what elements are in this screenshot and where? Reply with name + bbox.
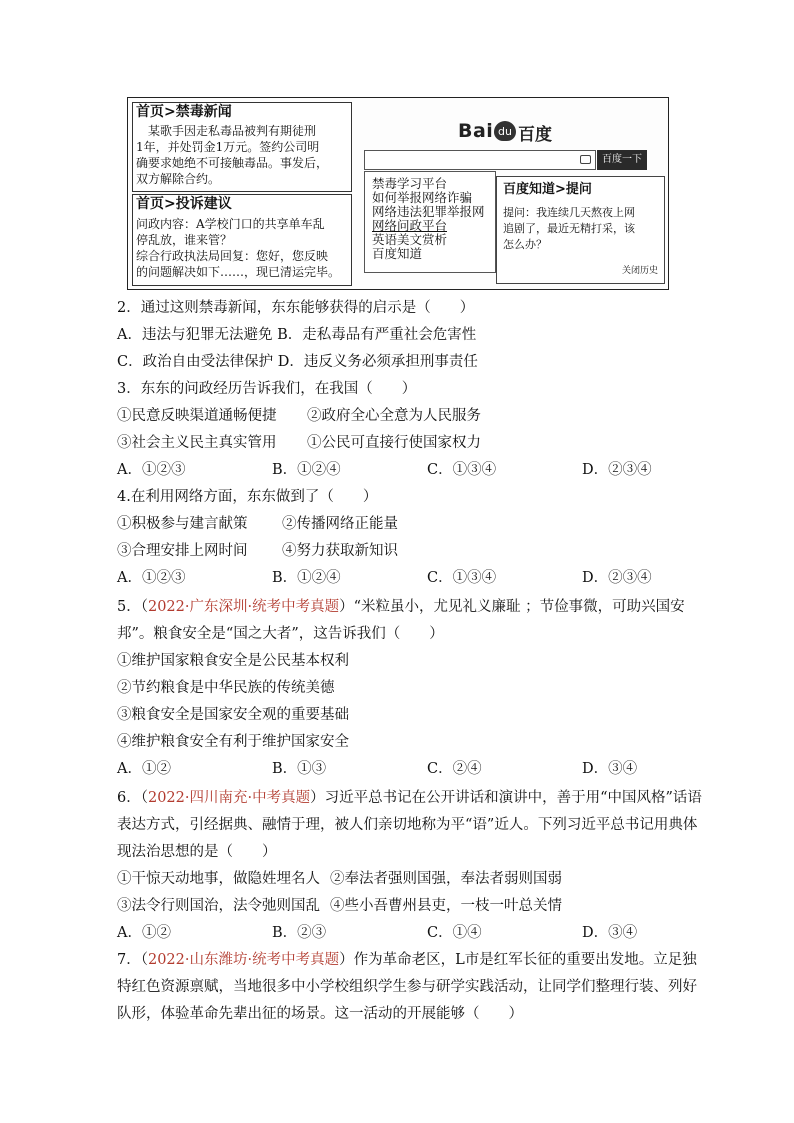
camera-icon[interactable] xyxy=(580,155,591,164)
question-6-item: ③法令行则国治，法令弛则国乱 xyxy=(117,898,320,914)
question-5-item: ②节约粮食是中华民族的传统美德 xyxy=(117,680,335,696)
question-6-choice-c[interactable]: C．①④ xyxy=(427,925,482,941)
question-7-stem xyxy=(117,950,697,970)
search-button[interactable]: 百度一下 xyxy=(597,150,647,170)
zhidao-header: 百度知道>提问 xyxy=(503,182,592,197)
stem-text: ）“米粒虽小，尤见礼义廉耻 ；节俭事微，可助兴国安 xyxy=(339,599,685,615)
news-line: 确要求她绝不可接触毒品。事发后， xyxy=(136,156,329,170)
question-5-stem xyxy=(117,597,685,617)
complaint-box-header: 首页>投诉建议 xyxy=(136,196,232,212)
suggestion-item[interactable]: 网络违法犯罪举报网 xyxy=(372,204,485,219)
question-4-choice-d[interactable]: D．②③④ xyxy=(582,570,652,586)
stem-text: ）习近平总书记在公开讲话和演讲中，善于用“中国风格”话语 xyxy=(310,790,702,806)
news-box-header: 首页>禁毒新闻 xyxy=(136,104,232,120)
question-5-choice-a[interactable]: A．①② xyxy=(117,761,171,777)
complaint-box xyxy=(132,194,352,286)
zhidao-panel xyxy=(496,176,665,284)
suggestion-item[interactable]: 如何举报网络诈骗 xyxy=(372,190,473,205)
question-3-item: ①公民可直接行使国家权力 xyxy=(307,435,481,451)
question-3-choice-c[interactable]: C．①③④ xyxy=(427,462,497,478)
news-line: 1年，并处罚金1万元。签约公司明 xyxy=(136,140,320,154)
question-7-stem-cont: 特红色资源禀赋，当地很多中小学校组织学生参与研学实践活动，让同学们整理行装、列好 xyxy=(117,979,697,995)
question-5-item: ①维护国家粮食安全是公民基本权利 xyxy=(117,653,349,669)
question-5-choice-c[interactable]: C．②④ xyxy=(427,761,482,777)
news-box xyxy=(132,102,352,192)
question-3-choice-b[interactable]: B．①②④ xyxy=(272,462,341,478)
stem-prefix: 6．（ xyxy=(117,790,148,806)
question-4-stem: 4.在利用网络方面，东东做到了（ ） xyxy=(117,489,378,505)
close-history-link[interactable]: 关闭历史 xyxy=(621,266,658,276)
stem-prefix: 7．（ xyxy=(117,952,148,968)
question-3-stem: 3．东东的问政经历告诉我们，在我国（ ） xyxy=(117,381,417,397)
search-input[interactable] xyxy=(364,150,596,170)
news-line: 双方解除合约。 xyxy=(136,172,221,186)
question-2-options: A．违法与犯罪无法避免 B．走私毒品有严重社会危害性 xyxy=(117,327,477,343)
question-6-choice-b[interactable]: B．②③ xyxy=(272,925,327,941)
question-5-item: ③粮食安全是国家安全观的重要基础 xyxy=(117,707,349,723)
question-5-choice-d[interactable]: D．③④ xyxy=(582,761,638,777)
question-4-item: ④努力获取新知识 xyxy=(282,543,398,559)
question-6-item: ④些小吾曹州县吏，一枝一叶总关情 xyxy=(330,898,562,914)
zhidao-line: 提问：我连续几天熬夜上网 xyxy=(503,206,635,219)
question-4-item: ②传播网络正能量 xyxy=(282,516,398,532)
suggestion-item[interactable]: 百度知道 xyxy=(372,246,423,261)
question-3-choice-d[interactable]: D．②③④ xyxy=(582,462,652,478)
stem-text: ）作为革命老区，L市是红军长征的重要出发地。立足独 xyxy=(339,952,697,968)
question-3-item: ②政府全心全意为人民服务 xyxy=(307,408,481,424)
question-2-options: C．政治自由受法律保护 D．违反义务必须承担刑事责任 xyxy=(117,354,478,370)
question-3-item: ③社会主义民主真实管用 xyxy=(117,435,277,451)
question-4-item: ③合理安排上网时间 xyxy=(117,543,248,559)
question-3-choice-a[interactable]: A．①②③ xyxy=(117,462,186,478)
question-5-choice-b[interactable]: B．①③ xyxy=(272,761,327,777)
news-line: 某歌手因走私毒品被判有期徒刑 xyxy=(136,124,317,138)
question-6-stem xyxy=(117,788,702,808)
baidu-logo-bai: Bai xyxy=(458,120,494,142)
question-6-choice-a[interactable]: A．①② xyxy=(117,925,171,941)
zhidao-line: 追剧了，最近无精打采，该 xyxy=(503,222,635,235)
baidu-logo-du: du xyxy=(498,125,512,138)
question-source-link[interactable]: 2022·四川南充·中考真题 xyxy=(147,790,311,806)
question-7-stem-cont: 队形，体验革命先辈出征的场景。这一活动的开展能够（ ） xyxy=(117,1006,523,1022)
question-6-item: ①干惊天动地事，做隐姓埋名人 xyxy=(117,871,320,887)
question-4-choice-a[interactable]: A．①②③ xyxy=(117,570,186,586)
paw-icon xyxy=(494,121,516,141)
complaint-line: 停乱放，谁来管？ xyxy=(136,233,233,247)
suggestion-dropdown xyxy=(364,171,496,273)
news-figure xyxy=(127,97,669,290)
stem-prefix: 5．（ xyxy=(117,599,148,615)
question-6-item: ②奉法者强则国强，奉法者弱则国弱 xyxy=(330,871,562,887)
question-4-choice-c[interactable]: C．①③④ xyxy=(427,570,497,586)
suggestion-item[interactable]: 网络问政平台 xyxy=(372,218,448,233)
question-5-stem-cont: 邦”。粮食安全是“国之大者”，这告诉我们（ ） xyxy=(117,626,444,642)
zhidao-line: 怎么办？ xyxy=(503,238,547,251)
question-2-stem: 2．通过这则禁毒新闻，东东能够获得的启示是（ ） xyxy=(117,300,475,316)
suggestion-item[interactable]: 英语美文赏析 xyxy=(372,232,448,247)
question-source-link[interactable]: 2022·山东潍坊·统考中考真题 xyxy=(147,952,340,968)
complaint-line: 综合行政执法局回复：您好，您反映 xyxy=(136,249,329,263)
question-3-item: ①民意反映渠道通畅便捷 xyxy=(117,408,277,424)
complaint-line: 的问题解决如下……，现已清运完毕。 xyxy=(136,265,341,279)
question-4-choice-b[interactable]: B．①②④ xyxy=(272,570,341,586)
complaint-line: 问政内容：A学校门口的共享单车乱 xyxy=(136,217,325,231)
question-source-link[interactable]: 2022·广东深圳·统考中考真题 xyxy=(147,599,340,615)
baidu-logo-cn: 百度 xyxy=(518,125,552,145)
question-6-choice-d[interactable]: D．③④ xyxy=(582,925,638,941)
question-5-item: ④维护粮食安全有利于维护国家安全 xyxy=(117,734,349,750)
question-4-item: ①积极参与建言献策 xyxy=(117,516,248,532)
question-6-stem-cont: 现法治思想的是（ ） xyxy=(117,844,277,860)
question-6-stem-cont: 表达方式，引经据典、融情于理，被人们亲切地称为平“语”近人。下列习近平总书记用典体 xyxy=(117,817,698,833)
suggestion-item[interactable]: 禁毒学习平台 xyxy=(372,176,448,191)
